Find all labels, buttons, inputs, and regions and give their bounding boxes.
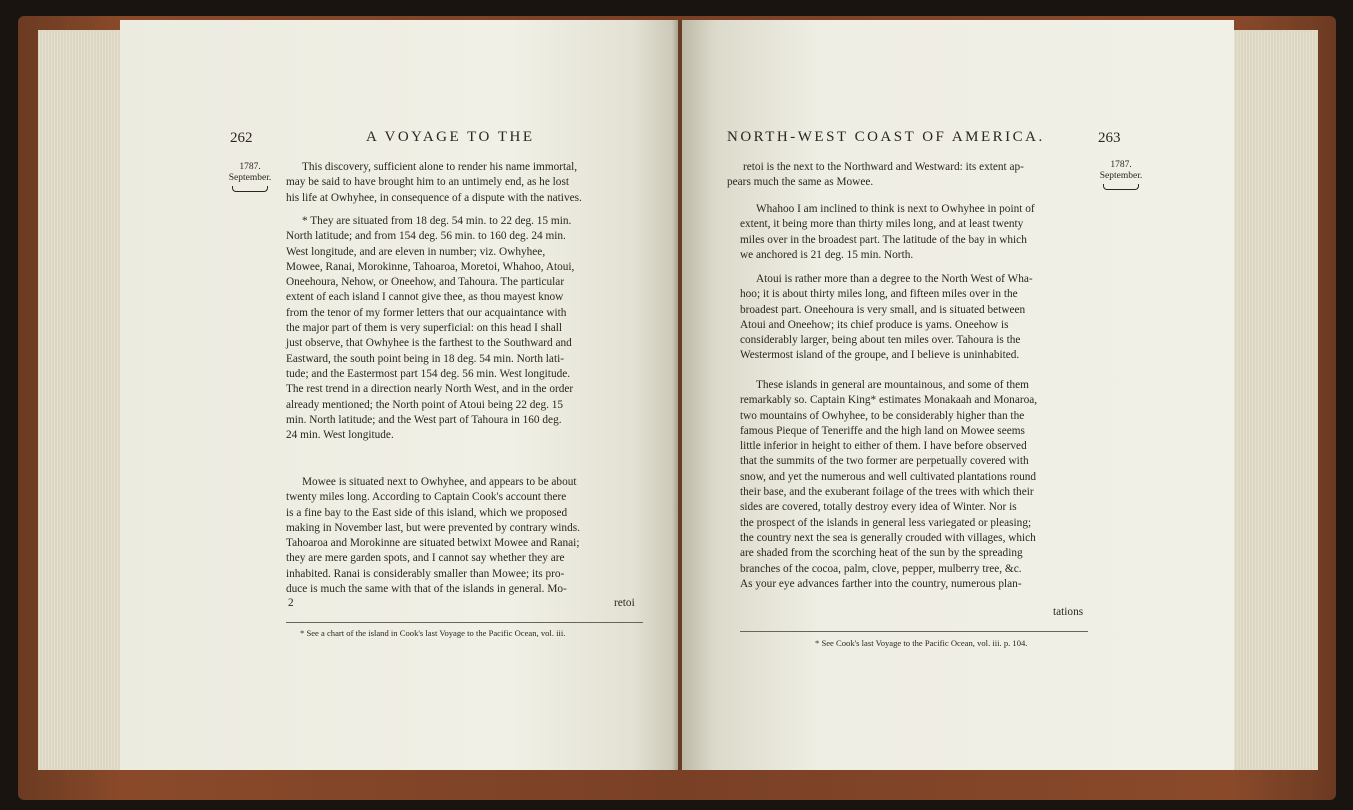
text-line: extent of each island I cannot give thee, as thou mayest know	[286, 291, 564, 304]
text-line: his life at Owhyhee, in consequence of a dispute with the natives.	[286, 191, 582, 204]
text-line: remarkably so. Captain King* estimates Monakaah and Monaroa,	[740, 394, 1038, 407]
text-line: their base, and the exuberant foilage of the trees with which their	[740, 486, 1034, 499]
text-line: broadest part. Oneehoura is very small, and is situated between	[740, 303, 1026, 316]
margin-month: September.	[228, 173, 272, 183]
text-line: twenty miles long. According to Captain Cook's account there	[286, 491, 567, 504]
text-line: snow, and yet the numerous and well cultivated plantations round	[740, 470, 1037, 483]
right-running-head: NORTH-WEST COAST OF AMERICA.	[727, 129, 1045, 145]
text-line: The rest trend in a direction nearly North West, and in the order	[286, 383, 574, 396]
text-line: Whahoo I am inclined to think is next to Owhyhee in point of	[756, 203, 1035, 215]
text-line: retoi is the next to the Northward and Westward: its extent ap-	[743, 161, 1024, 173]
text-line: Atoui is rather more than a degree to the North West of Wha-	[756, 273, 1033, 285]
text-line: tude; and the Eastermost part 154 deg. 56 min. West longitude.	[286, 367, 571, 380]
text-line: This discovery, sufficient alone to render his name immortal,	[302, 161, 578, 173]
left-catchword: retoi	[614, 597, 635, 609]
text-line: Westermost island of the groupe, and I believe is uninhabited.	[740, 349, 1020, 362]
text-line: West longitude, and are eleven in number; viz. Owhyhee,	[286, 245, 546, 258]
margin-year: 1787.	[239, 162, 261, 172]
margin-month: September.	[1099, 171, 1143, 181]
text-line: Tahoaroa and Morokinne are situated betwixt Mowee and Ranai;	[286, 537, 580, 550]
text-line: making in November last, but were prevented by contrary winds.	[286, 521, 580, 534]
right-footnote-rule	[740, 631, 1088, 632]
right-page-number: 263	[1098, 130, 1121, 146]
left-signature: 2	[288, 597, 294, 609]
right-paragraph-2	[740, 202, 1088, 263]
text-line: pears much the same as Mowee.	[727, 176, 874, 189]
text-line: is a fine bay to the East side of this island, which we proposed	[286, 506, 568, 519]
left-footnote-rule	[286, 622, 643, 623]
text-line: min. North latitude; and the West part of Tahoura in 160 deg.	[286, 413, 562, 426]
text-line: Atoui and Oneehow; its chief produce is yams. Oneehow is	[740, 318, 1009, 331]
text-line: are shaded from the scorching heat of the sun by the spreading	[740, 547, 1023, 560]
text-line: duce is much the same with that of the islands in general. Mo-	[286, 583, 567, 596]
left-paragraph-3	[286, 475, 643, 597]
text-line: that the summits of the two former are perpetually covered with	[740, 455, 1029, 468]
left-footnote: * See a chart of the island in Cook's last Voyage to the Pacific Ocean, vol. iii.	[300, 628, 566, 638]
text-line: Mowee is situated next to Owhyhee, and appears to be about	[302, 476, 577, 488]
text-line: Eastward, the south point being in 18 deg. 54 min. North lati-	[286, 352, 564, 365]
text-line: 24 min. West longitude.	[286, 429, 394, 442]
text-line: the prospect of the islands in general less variegated or pleasing;	[740, 516, 1032, 529]
text-line: These islands in general are mountainous, and some of them	[756, 379, 1029, 391]
text-line: considerably larger, being about ten miles over. Tahoura is the	[740, 334, 1021, 347]
text-line: Oneehoura, Nehow, or Oneehow, and Tahoura. The particular	[286, 276, 565, 289]
right-margin-date	[1096, 160, 1146, 190]
text-line: already mentioned; the North point of Atoui being 22 deg. 15	[286, 398, 564, 411]
text-line: famous Pieque of Teneriffe and the high land on Mowee seems	[740, 424, 1025, 437]
right-footnote: * See Cook's last Voyage to the Pacific Ocean, vol. iii. p. 104.	[815, 638, 1028, 648]
left-margin-date	[226, 162, 274, 192]
text-line: Mowee, Ranai, Morokinne, Tahoaroa, Moretoi, Whahoo, Atoui,	[286, 260, 575, 273]
margin-year: 1787.	[1110, 160, 1132, 170]
left-paragraph-1	[286, 160, 643, 206]
text-line: North latitude; and from 154 deg. 56 min. to 160 deg. 24 min.	[286, 230, 566, 243]
margin-brace	[1103, 184, 1139, 190]
page-edges-right	[1230, 30, 1318, 770]
text-line: we anchored is 21 deg. 15 min. North.	[740, 248, 914, 261]
text-line: just observe, that Owhyhee is the farthest to the Southward and	[286, 337, 572, 350]
text-line: sides are covered, totally destroy every idea of Winter. Nor is	[740, 501, 1017, 514]
text-line: branches of the cocoa, palm, clove, pepper, mulberry tree, &c.	[740, 562, 1022, 575]
right-catchword: tations	[1053, 606, 1084, 618]
left-page-number: 262	[230, 130, 253, 146]
text-line: inhabited. Ranai is considerably smaller than Mowee; its pro-	[286, 567, 565, 580]
left-running-head: A VOYAGE TO THE	[366, 129, 535, 145]
text-line: little inferior in height to either of them. I have before observed	[740, 440, 1027, 453]
text-line: the major part of them is very superficial: on this head I shall	[286, 322, 563, 335]
right-paragraph-1	[727, 160, 1087, 191]
right-paragraph-4	[740, 378, 1088, 592]
text-line: two mountains of Owhyhee, to be considerably higher than the	[740, 409, 1025, 422]
text-line: they are mere garden spots, and I cannot say whether they are	[286, 552, 565, 565]
margin-brace	[232, 186, 268, 192]
text-line: * They are situated from 18 deg. 54 min. to 22 deg. 15 min.	[302, 215, 572, 227]
text-line: may be said to have brought him to an untimely end, as he lost	[286, 176, 569, 189]
text-line: extent, it being more than thirty miles long, and at least twenty	[740, 218, 1024, 231]
right-paragraph-3	[740, 272, 1088, 364]
text-line: from the tenor of my former letters that our acquaintance with	[286, 306, 567, 319]
left-paragraph-2	[286, 214, 643, 443]
text-line: As your eye advances farther into the country, numerous plan-	[740, 577, 1022, 590]
page-edges-left	[38, 30, 128, 770]
text-line: miles over in the broadest part. The latitude of the bay in which	[740, 233, 1027, 246]
text-line: the country next the sea is generally crouded with villages, which	[740, 531, 1036, 544]
text-line: hoo; it is about thirty miles long, and fifteen miles over in the	[740, 288, 1018, 301]
